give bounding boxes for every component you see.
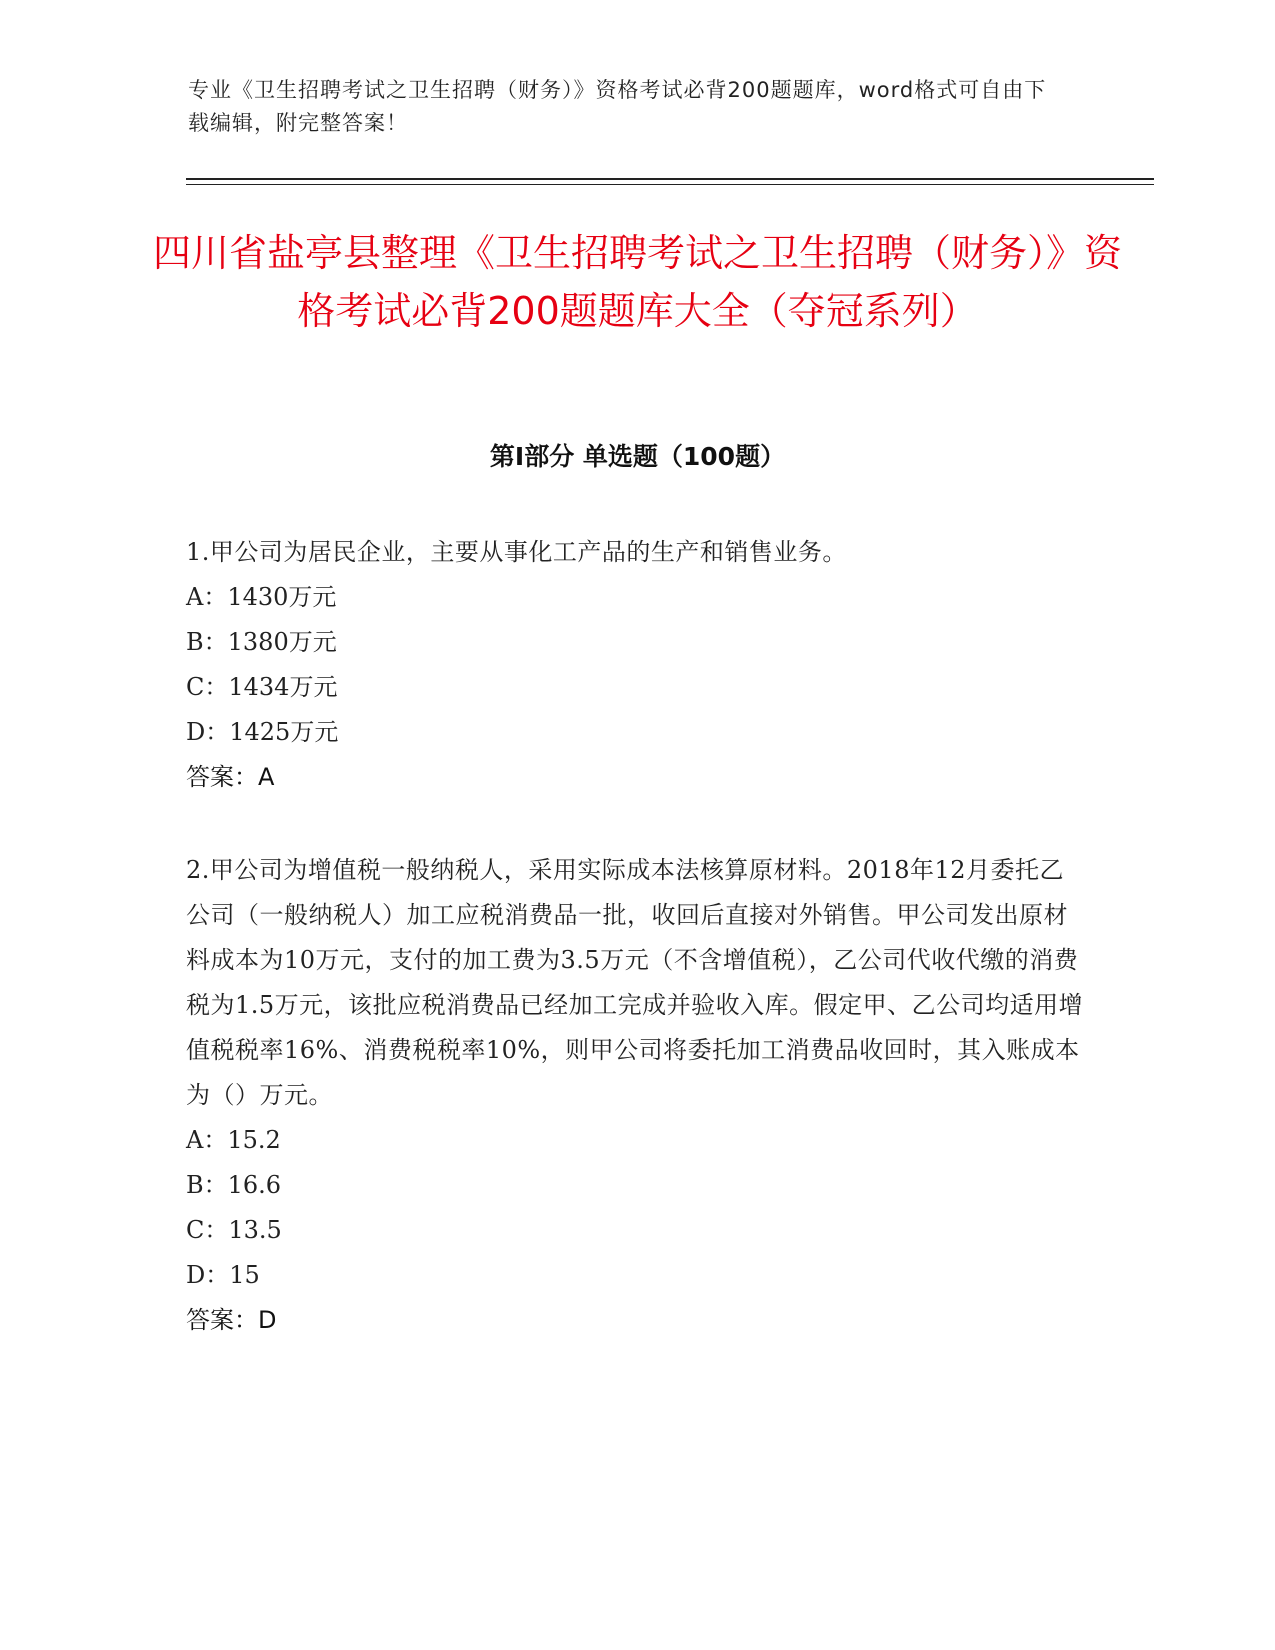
header-rule-thin xyxy=(186,184,1154,185)
option-d: D：1425万元 xyxy=(186,718,339,746)
option-b: B：1380万元 xyxy=(186,628,337,656)
answer: 答案：A xyxy=(186,763,275,791)
option-c: C：13.5 xyxy=(186,1216,282,1244)
question-stem: 1.甲公司为居民企业，主要从事化工产品的生产和销售业务。 xyxy=(186,538,847,566)
header-note: 专业《卫生招聘考试之卫生招聘（财务）》资格考试必背200题题库，word格式可自由下载编辑，附完整答案！ xyxy=(188,78,1047,135)
option-d: D：15 xyxy=(186,1261,260,1289)
question-2 xyxy=(186,848,1086,1343)
part-heading: 第Ⅰ部分 单选题（100题） xyxy=(489,442,786,471)
header-rule-thick xyxy=(186,178,1154,180)
question-stem: 2.甲公司为增值税一般纳税人，采用实际成本法核算原材料。2018年12月委托乙公司（一般纳税人）加工应税消费品一批，收回后直接对外销售。甲公司发出原材料成本为10万元，支付的加工费为3.5万元（不含增值税），乙公司代收代缴的消费税为1.5万元，该批应税消费品已经加工完成并验收入库。假定甲、乙公司均适用增值税税率16%、消费税税率10%，则甲公司将委托加工消费品收回时，其入账成本为（）万元。 xyxy=(186,856,1084,1109)
option-a: A：1430万元 xyxy=(186,583,337,611)
option-c: C：1434万元 xyxy=(186,673,338,701)
question-1 xyxy=(186,530,1086,800)
option-a: A：15.2 xyxy=(186,1126,281,1154)
document-title: 四川省盐亭县整理《卫生招聘考试之卫生招聘（财务）》资格考试必背200题题库大全（夺冠系列） xyxy=(152,231,1122,333)
answer: 答案：D xyxy=(186,1306,277,1334)
option-b: B：16.6 xyxy=(186,1171,282,1199)
